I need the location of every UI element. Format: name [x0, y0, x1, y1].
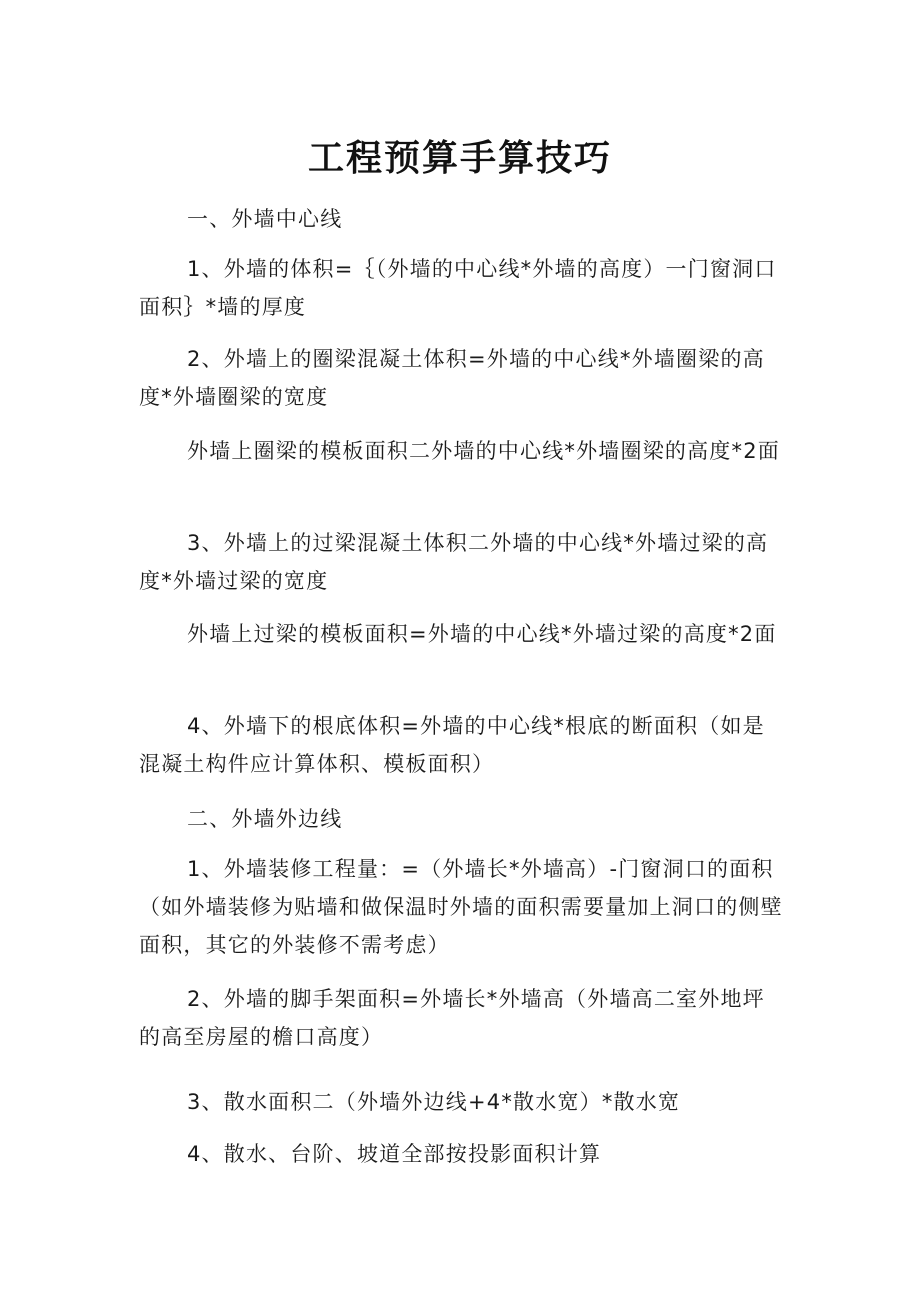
paragraph-exterior-finish: 1、外墙装修工程量：=（外墙长*外墙高）-门窗洞口的面积（如外墙装修为贴墙和做保温时外墙的面积需要量加上洞口的侧壁面积，其它的外装修不需考虑） — [139, 857, 783, 957]
paragraph-projection-area: 4、散水、台阶、坡道全部按投影面积计算 — [187, 1142, 602, 1166]
paragraph-scaffolding-area: 2、外墙的脚手架面积=外墙长*外墙高（外墙高二室外地坪的高至房屋的檐口高度） — [139, 987, 765, 1049]
document-title: 工程预算手算技巧 — [307, 137, 612, 179]
paragraph-foundation-volume: 4、外墙下的根底体积=外墙的中心线*根底的断面积（如是混凝土构件应计算体积、模板面积） — [139, 714, 765, 776]
paragraph-lintel-volume: 3、外墙上的过梁混凝土体积二外墙的中心线*外墙过梁的高度*外墙过梁的宽度 — [139, 531, 769, 593]
paragraph-wall-volume: 1、外墙的体积=｛（外墙的中心线*外墙的高度）一门窗洞口面积｝*墙的厚度 — [139, 257, 777, 319]
paragraph-ring-beam-formwork: 外墙上圈梁的模板面积二外墙的中心线*外墙圈梁的高度*2面 — [187, 439, 780, 463]
paragraph-lintel-formwork: 外墙上过梁的模板面积=外墙的中心线*外墙过梁的高度*2面 — [187, 622, 777, 646]
paragraph-ring-beam-volume: 2、外墙上的圈梁混凝土体积=外墙的中心线*外墙圈梁的高度*外墙圈梁的宽度 — [139, 347, 765, 409]
paragraph-apron-area: 3、散水面积二（外墙外边线+4*散水宽）*散水宽 — [187, 1090, 681, 1114]
section-heading-outer-wall-centerline: 一、外墙中心线 — [187, 207, 343, 231]
section-heading-outer-wall-edge: 二、外墙外边线 — [187, 807, 343, 831]
